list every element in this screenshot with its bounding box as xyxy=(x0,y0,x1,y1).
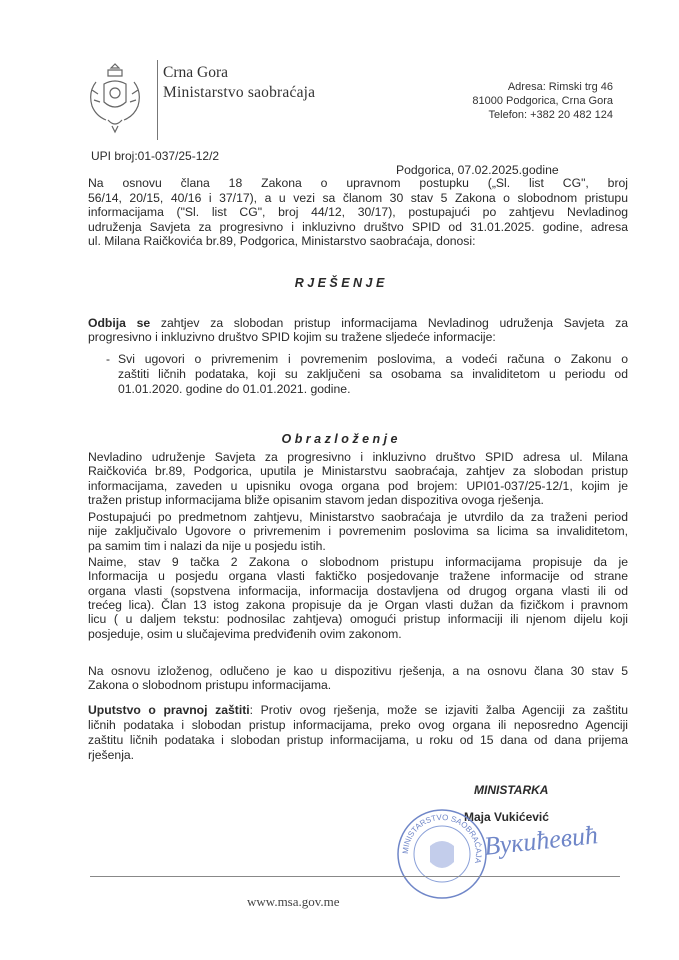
footer-divider xyxy=(90,876,620,877)
reasoning-line: Informacija u posjedu organa vlasti faktičko posjedovanje tražene informacije od strane xyxy=(88,569,628,584)
bullet-line: 01.01.2020. godine do 01.01.2021. godine. xyxy=(118,382,351,396)
remedy-line: ličnih podataka i slobodan pristup informacijama, preko ovog organa ili neposredno Agenciji xyxy=(88,718,628,732)
remedy-text: : Protiv ovog rješenja, može se izjaviti žalba Agenciji za zaštitu xyxy=(249,703,628,717)
remedy-line xyxy=(88,703,628,717)
bullet-line: Svi ugovori o privremenim i povremenim poslovima, a vodeći računa o Zakonu o xyxy=(118,352,628,366)
footer-website[interactable]: www.msa.gov.me xyxy=(247,894,340,909)
address-line: 81000 Podgorica, Crna Gora xyxy=(472,95,613,107)
decision-lead: Odbija se xyxy=(88,316,151,330)
remedy-line: rješenja. xyxy=(88,748,135,762)
reasoning-title: O b r a z l o ž e n j e xyxy=(281,432,398,446)
reasoning-line: pa samim tim i nalazi da nije u posjedu istih. xyxy=(88,538,326,553)
intro-line: udruženja Savjeta za progresivno i inkluzivno društvo SPID od 31.01.2025. godine, adresa xyxy=(88,219,628,234)
intro-line: ul. Milana Raičkovića br.89, Podgorica, Ministarstvo saobraćaja, donosi: xyxy=(88,234,476,248)
decision-lead-text: zahtjev za slobodan pristup informacijama Nevladinog udruženja Savjeta za xyxy=(150,316,628,330)
reasoning-line: Nevladino udruženje Savjeta za progresivno i inkluzivno društvo SPID adresa ul. Milana xyxy=(88,450,628,464)
reasoning-line: nije zaključivalo Ugovore o privremenim i povremenim poslovima sa licima sa invaliditetom, xyxy=(88,524,628,539)
coat-of-arms-logo xyxy=(86,60,144,136)
signatory-name: Maja Vukićević xyxy=(464,810,549,824)
stamp-text: MINISTARSTVO SAOBRAĆAJA xyxy=(400,812,484,865)
handwritten-signature: Вукићевић xyxy=(482,820,600,861)
intro-line: Na osnovu člana 18 Zakona o upravnom postupku („Sl. list CG", broj xyxy=(88,176,628,190)
reasoning-line: posjeduje, osim u slučajevima predviđenih ovim zakonom. xyxy=(88,626,402,641)
reasoning-line: tražen pristup informacijama bliže opisanim stavom jedan dispozitiva ovoga rješenja. xyxy=(88,492,544,507)
intro-line: informacijama ("Sl. list CG", broj 44/12, 30/17), postupajući po zahtjevu Nevladinog xyxy=(88,205,628,219)
reasoning-line: Postupajući po predmetnom zahtjevu, Ministarstvo saobraćaja je utvrdilo da za traženi period xyxy=(88,510,628,524)
decision-line: progresivno i inkluzivno društvo SPID kojim su tražene sljedeće informacije: xyxy=(88,330,496,344)
signatory-title: MINISTARKA xyxy=(474,783,549,797)
reasoning-line: licu ( u daljem tekstu: podnosilac zahtjeva) omogući pristup informaciji ili njenom dijelu koji xyxy=(88,612,628,627)
reasoning-line: Raičkovića br.89, Podgorica, uputila je Ministarstvu saobraćaja, zahtjev za slobodan pristup xyxy=(88,464,628,479)
country-name: Crna Gora xyxy=(163,64,228,81)
address-line: Adresa: Rimski trg 46 xyxy=(507,81,613,93)
reference-number: UPI broj:01-037/25-12/2 xyxy=(91,149,220,163)
reasoning-line: Na osnovu izloženog, odlučeno je kao u dispozitivu rješenja, a na osnovu člana 30 stav 5 xyxy=(88,664,628,678)
intro-line: 56/14, 20/15, 40/16 i 37/17), a u vezi sa članom 30 stav 5 Zakona o slobodnom pristupu xyxy=(88,190,628,205)
reasoning-line: Zakona o slobodnom pristupu informacijama. xyxy=(88,678,332,693)
remedy-line: zaštitu ličnih podataka i slobodan pristup informacijama, u roku od 15 dana od dana prijema xyxy=(88,733,628,747)
reasoning-line: organa vlasti (sopstvena informacija, informacija dostavljena od drugog organa vlasti ili od xyxy=(88,583,628,598)
bullet-line: zaštiti ličnih podataka, koji su zaključeni sa osobama sa invaliditetom u periodu od xyxy=(118,367,628,381)
reasoning-line: informacijama, zaveden u upisniku ovoga organa pod brojem: UPI01-037/25-12/1, kojim je xyxy=(88,478,628,493)
bullet-dash: - xyxy=(106,352,110,366)
place-date: Podgorica, 07.02.2025.godine xyxy=(396,163,559,177)
ministry-name: Ministarstvo saobraćaja xyxy=(163,84,316,101)
remedy-label: Uputstvo o pravnoj zaštiti xyxy=(88,703,250,717)
header-divider xyxy=(157,60,158,140)
decision-title: R J E Š E N J E xyxy=(294,276,385,290)
phone-line: Telefon: +382 20 482 124 xyxy=(488,109,613,121)
reasoning-line: Naime, stav 9 tačka 2 Zakona o slobodnom pristupu informacijama propisuje da je xyxy=(88,555,628,569)
decision-line xyxy=(88,316,628,330)
official-stamp xyxy=(394,806,490,902)
reasoning-line: trećeg lica). Član 13 istog zakona propisuje da je Organ vlasti dužan da fizičkom i pravnom xyxy=(88,597,628,612)
